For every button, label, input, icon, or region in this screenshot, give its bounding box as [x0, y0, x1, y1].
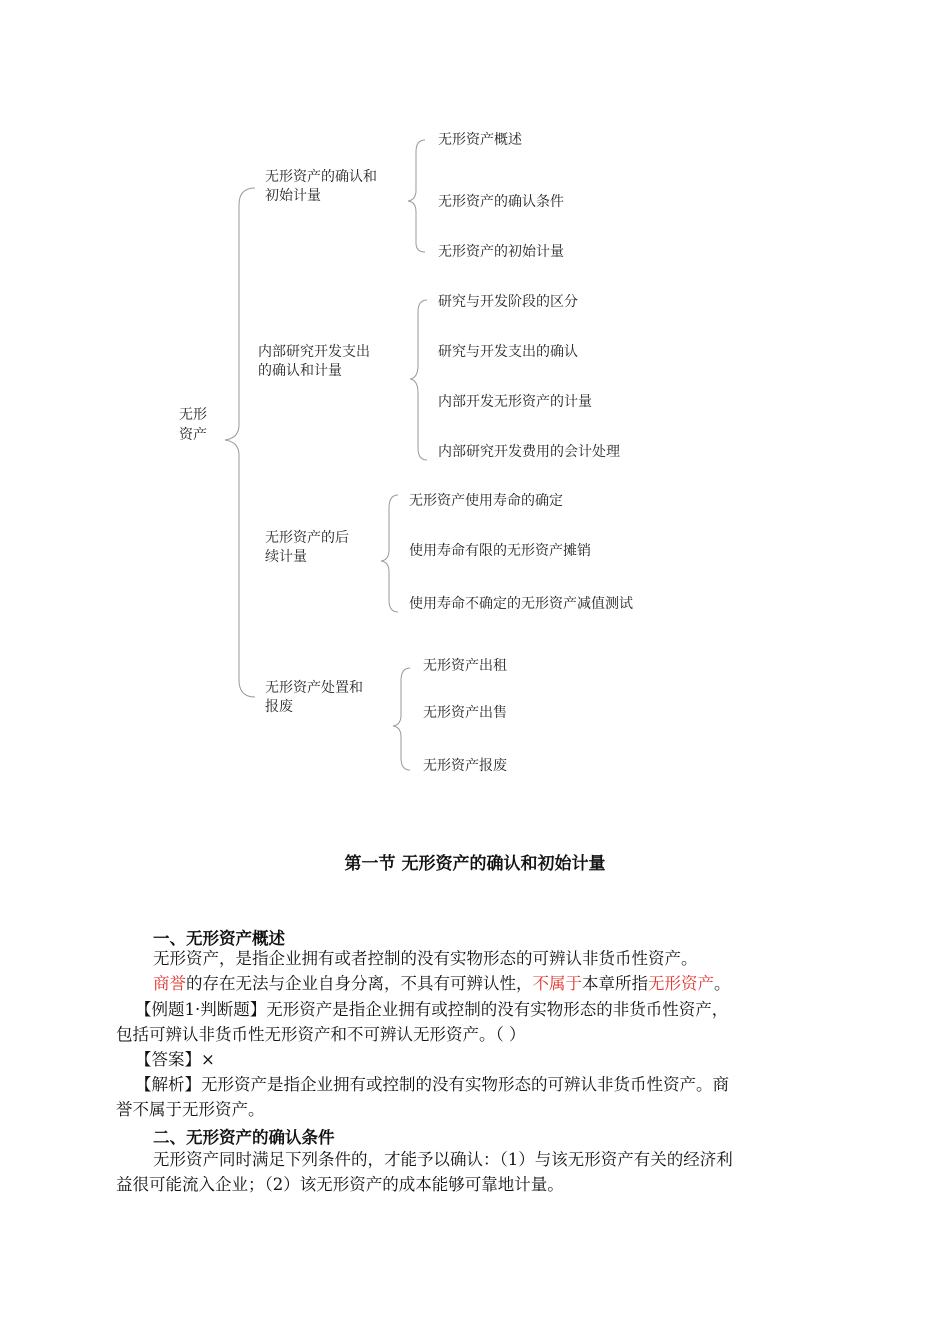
leaf-item: 研究与开发支出的确认: [438, 344, 578, 360]
leaf-item: 内部开发无形资产的计量: [438, 394, 592, 410]
root-brace: [225, 188, 255, 697]
goodwill-term: 商誉: [153, 974, 186, 993]
branch-label: 无形资产的确认和 初始计量: [265, 169, 377, 204]
leaf-item: 使用寿命有限的无形资产摊销: [409, 543, 591, 559]
conditions-line2: 益很可能流入企业；（2）该无形资产的成本能够可靠地计量。: [116, 1175, 564, 1194]
leaf-item: 无形资产出租: [423, 658, 507, 674]
branch-label: 无形资产处置和 报废: [265, 680, 363, 715]
example-line2: 包括可辨认非货币性无形资产和不可辨认无形资产。（ ）: [116, 1025, 526, 1044]
leaf-item: 无形资产出售: [423, 705, 507, 721]
branch1-brace: [408, 140, 425, 252]
analysis-line1: 【解析】无形资产是指企业拥有或控制的没有实物形态的可辨认非货币性资产。商: [135, 1075, 729, 1094]
heading-overview: 一、无形资产概述: [153, 929, 285, 948]
paragraph-definition: 无形资产，是指企业拥有或者控制的没有实物形态的可辨认非货币性资产。: [153, 949, 698, 968]
analysis-line2: 誉不属于无形资产。: [116, 1100, 265, 1119]
mindmap-root: 无形 资产: [179, 407, 207, 443]
branch2-brace: [410, 300, 427, 460]
leaf-item: 无形资产的初始计量: [438, 244, 564, 260]
answer: 【答案】×: [135, 1050, 215, 1069]
intangible-term: 无形资产: [648, 974, 714, 993]
leaf-item: 无形资产的确认条件: [438, 194, 564, 210]
leaf-item: 使用寿命不确定的无形资产减值测试: [409, 596, 633, 612]
leaf-item: 内部研究开发费用的会计处理: [438, 444, 620, 460]
leaf-item: 研究与开发阶段的区分: [438, 294, 578, 310]
not-belong-term: 不属于: [532, 974, 582, 993]
heading-conditions: 二、无形资产的确认条件: [153, 1128, 335, 1147]
paragraph-goodwill: 商誉的存在无法与企业自身分离，不具有可辨认性，不属于本章所指无形资产。: [153, 974, 731, 993]
branch-label: 内部研究开发支出 的确认和计量: [258, 344, 370, 379]
section-title: 第一节 无形资产的确认和初始计量: [344, 854, 606, 874]
leaf-item: 无形资产报废: [423, 758, 507, 774]
branch4-brace: [393, 668, 410, 770]
branch3-brace: [381, 495, 398, 612]
conditions-line1: 无形资产同时满足下列条件的，才能予以确认：（1）与该无形资产有关的经济利: [153, 1150, 733, 1169]
branch-label: 无形资产的后 续计量: [265, 530, 349, 565]
leaf-item: 无形资产使用寿命的确定: [409, 493, 563, 509]
example-line1: 【例题1·判断题】无形资产是指企业拥有或控制的没有实物形态的非货币性资产，: [135, 1000, 729, 1019]
leaf-item: 无形资产概述: [438, 132, 522, 148]
